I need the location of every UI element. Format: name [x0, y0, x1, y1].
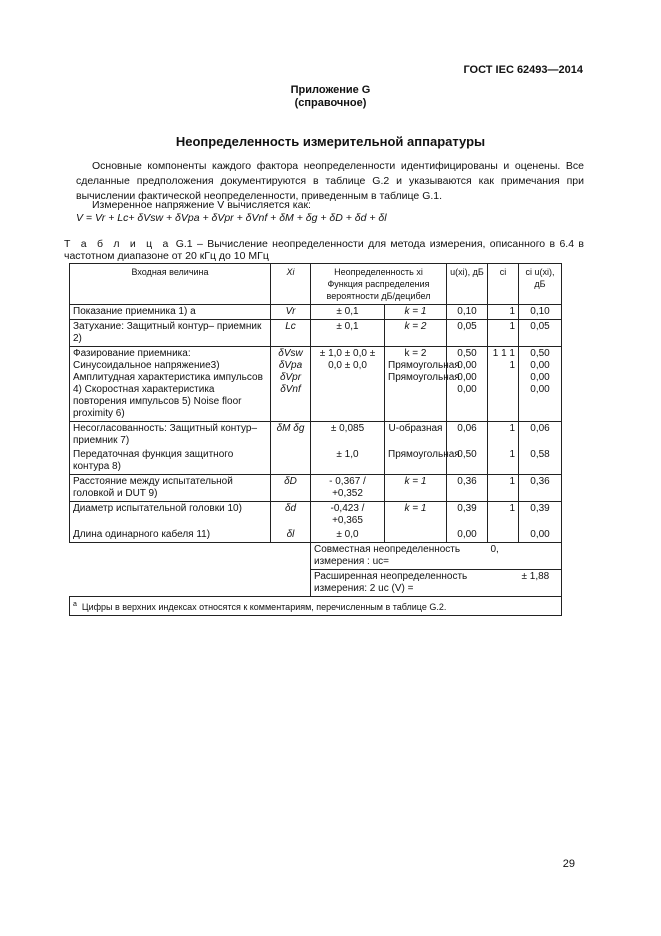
footnote: $^a$ Цифры в верхних индексах относятся к комментариям, перечисленным в таблице G.2. — [70, 597, 562, 616]
table-row — [70, 347, 562, 422]
row-c: 1 — [488, 502, 519, 529]
table-row — [70, 502, 562, 529]
expanded-row — [70, 570, 562, 597]
row-xi: δl — [271, 528, 311, 543]
row-u: 0,05 — [447, 320, 488, 347]
row-unc: ± 0,0 — [311, 528, 385, 543]
row-name: Показание приемника 1) a — [70, 305, 271, 320]
footnote-text: Цифры в верхних индексах относятся к комментариям, перечисленным в таблице G.2. — [81, 602, 447, 612]
row-cu: 0,10 — [519, 305, 562, 320]
row-c: 1 — [488, 448, 519, 475]
table-row — [70, 320, 562, 347]
combined-value: 0, — [488, 543, 562, 570]
uncertainty-table — [69, 263, 562, 616]
row-xi — [271, 448, 311, 475]
row-c: 1 — [488, 475, 519, 502]
row-name: Несогласованность: Защитный контур– приемник 7) — [70, 422, 271, 449]
row-unc: ± 0,1 — [311, 320, 385, 347]
row-u: 0,06 — [447, 422, 488, 449]
row-cu: 0,06 — [519, 422, 562, 449]
row-unc: ± 0,085 — [311, 422, 385, 449]
annex-subtitle: (справочное) — [294, 97, 367, 109]
row-u: 0,50 0,00 0,00 0,00 — [447, 347, 488, 422]
row-dist: Прямоугольная — [385, 448, 447, 475]
header-ciuxi: ci u(xi), дБ — [519, 264, 562, 305]
header-uncert — [311, 264, 447, 305]
measured-line: Измеренное напряжение V вычисляется как: — [92, 199, 311, 211]
row-xi: Lc — [271, 320, 311, 347]
row-u: 0,39 — [447, 502, 488, 529]
row-unc: ± 0,1 — [311, 305, 385, 320]
row-cu: 0,36 — [519, 475, 562, 502]
annex-title: Приложение G — [290, 84, 371, 96]
row-dist: U-образная — [385, 422, 447, 449]
header-uncert-label: Неопределенность xi — [334, 267, 423, 277]
row-xi: Vr — [271, 305, 311, 320]
row-xi: δM δg — [271, 422, 311, 449]
row-dist: k = 1 — [385, 475, 447, 502]
header-ci: ci — [488, 264, 519, 305]
row-c: 1 1 1 1 — [488, 347, 519, 422]
row-unc: -0,423 / +0,365 — [311, 502, 385, 529]
header-input: Входная величина — [70, 264, 271, 305]
table-row — [70, 305, 562, 320]
row-dist: k = 2 Прямоугольная Прямоугольная — [385, 347, 447, 422]
page-number: 29 — [562, 858, 575, 870]
row-c: 1 — [488, 320, 519, 347]
row-name: Затухание: Защитный контур– приемник 2) — [70, 320, 271, 347]
table-caption — [64, 238, 584, 262]
expanded-value: ± 1,88 — [519, 570, 562, 597]
row-dist — [385, 528, 447, 543]
combined-row — [70, 543, 562, 570]
row-name: Длина одинарного кабеля 11) — [70, 528, 271, 543]
row-unc: - 0,367 / +0,352 — [311, 475, 385, 502]
table-row — [70, 448, 562, 475]
row-name: Передаточная функция защитного контура 8) — [70, 448, 271, 475]
row-c: 1 — [488, 422, 519, 449]
row-cu: 0,39 — [519, 502, 562, 529]
table-row — [70, 528, 562, 543]
header-uxi: u(xi), дБ — [447, 264, 488, 305]
formula — [76, 212, 387, 224]
row-name: Фазирование приемника: Синусоидальное напряжение3) Амплитудная характеристика импульсов 4) Скоростная характеристика повторения импульсов 5) Noise floor proximity 6) — [70, 347, 271, 422]
table-row — [70, 422, 562, 449]
header-xi: Xi — [271, 264, 311, 305]
combined-label: Совместная неопределенность измерения : uc= — [311, 543, 488, 570]
row-cu: 0,50 0,00 0,00 0,00 — [519, 347, 562, 422]
row-unc: ± 1,0 — [311, 448, 385, 475]
table-caption-word: Т а б л и ц а — [64, 238, 172, 250]
section-title: Неопределенность измерительной аппаратуры — [175, 134, 486, 149]
row-u: 0,50 — [447, 448, 488, 475]
row-name: Расстояние между испытательной головкой и DUT 9) — [70, 475, 271, 502]
row-xi: δD — [271, 475, 311, 502]
intro-paragraph: Основные компоненты каждого фактора неопределенности идентифицированы и оценены. Все сделанные предположения документируются в таблице G.2 и указываются как примечания при вычислении фактической неопределенности, приведенным в таблице G.1. — [76, 160, 584, 202]
row-xi: δd — [271, 502, 311, 529]
footnote-row — [70, 597, 562, 616]
row-dist: k = 1 — [385, 502, 447, 529]
row-unc: ± 1,0 ± 0,0 ± 0,0 ± 0,0 — [311, 347, 385, 422]
row-c — [488, 528, 519, 543]
table-header-row — [70, 264, 562, 305]
table-row — [70, 475, 562, 502]
row-xi: δVsw δVpa δVpr δVnf — [271, 347, 311, 422]
header-dist-label: Функция распределения вероятности дБ/децибел — [326, 279, 431, 301]
row-dist: k = 1 — [385, 305, 447, 320]
document-header: ГОСТ IEC 62493—2014 — [463, 64, 583, 76]
expanded-label: Расширенная неопределенность измерения: 2 uc (V) = — [311, 570, 519, 597]
row-cu: 0,00 — [519, 528, 562, 543]
row-c: 1 — [488, 305, 519, 320]
formula-text: V = Vr + Lc+ δVsw + δVpa + δVpr + δVnf + δM + δg + δD + δd + δl — [76, 212, 387, 224]
row-dist: k = 2 — [385, 320, 447, 347]
row-u: 0,00 — [447, 528, 488, 543]
row-u: 0,10 — [447, 305, 488, 320]
row-cu: 0,58 — [519, 448, 562, 475]
table-caption-text: G.1 – Вычисление неопределенности для метода измерения, описанного в 6.4 в частотном диапазоне от 20 кГц до 10 МГц — [64, 238, 584, 262]
row-u: 0,36 — [447, 475, 488, 502]
row-name: Диаметр испытательной головки 10) — [70, 502, 271, 529]
row-cu: 0,05 — [519, 320, 562, 347]
